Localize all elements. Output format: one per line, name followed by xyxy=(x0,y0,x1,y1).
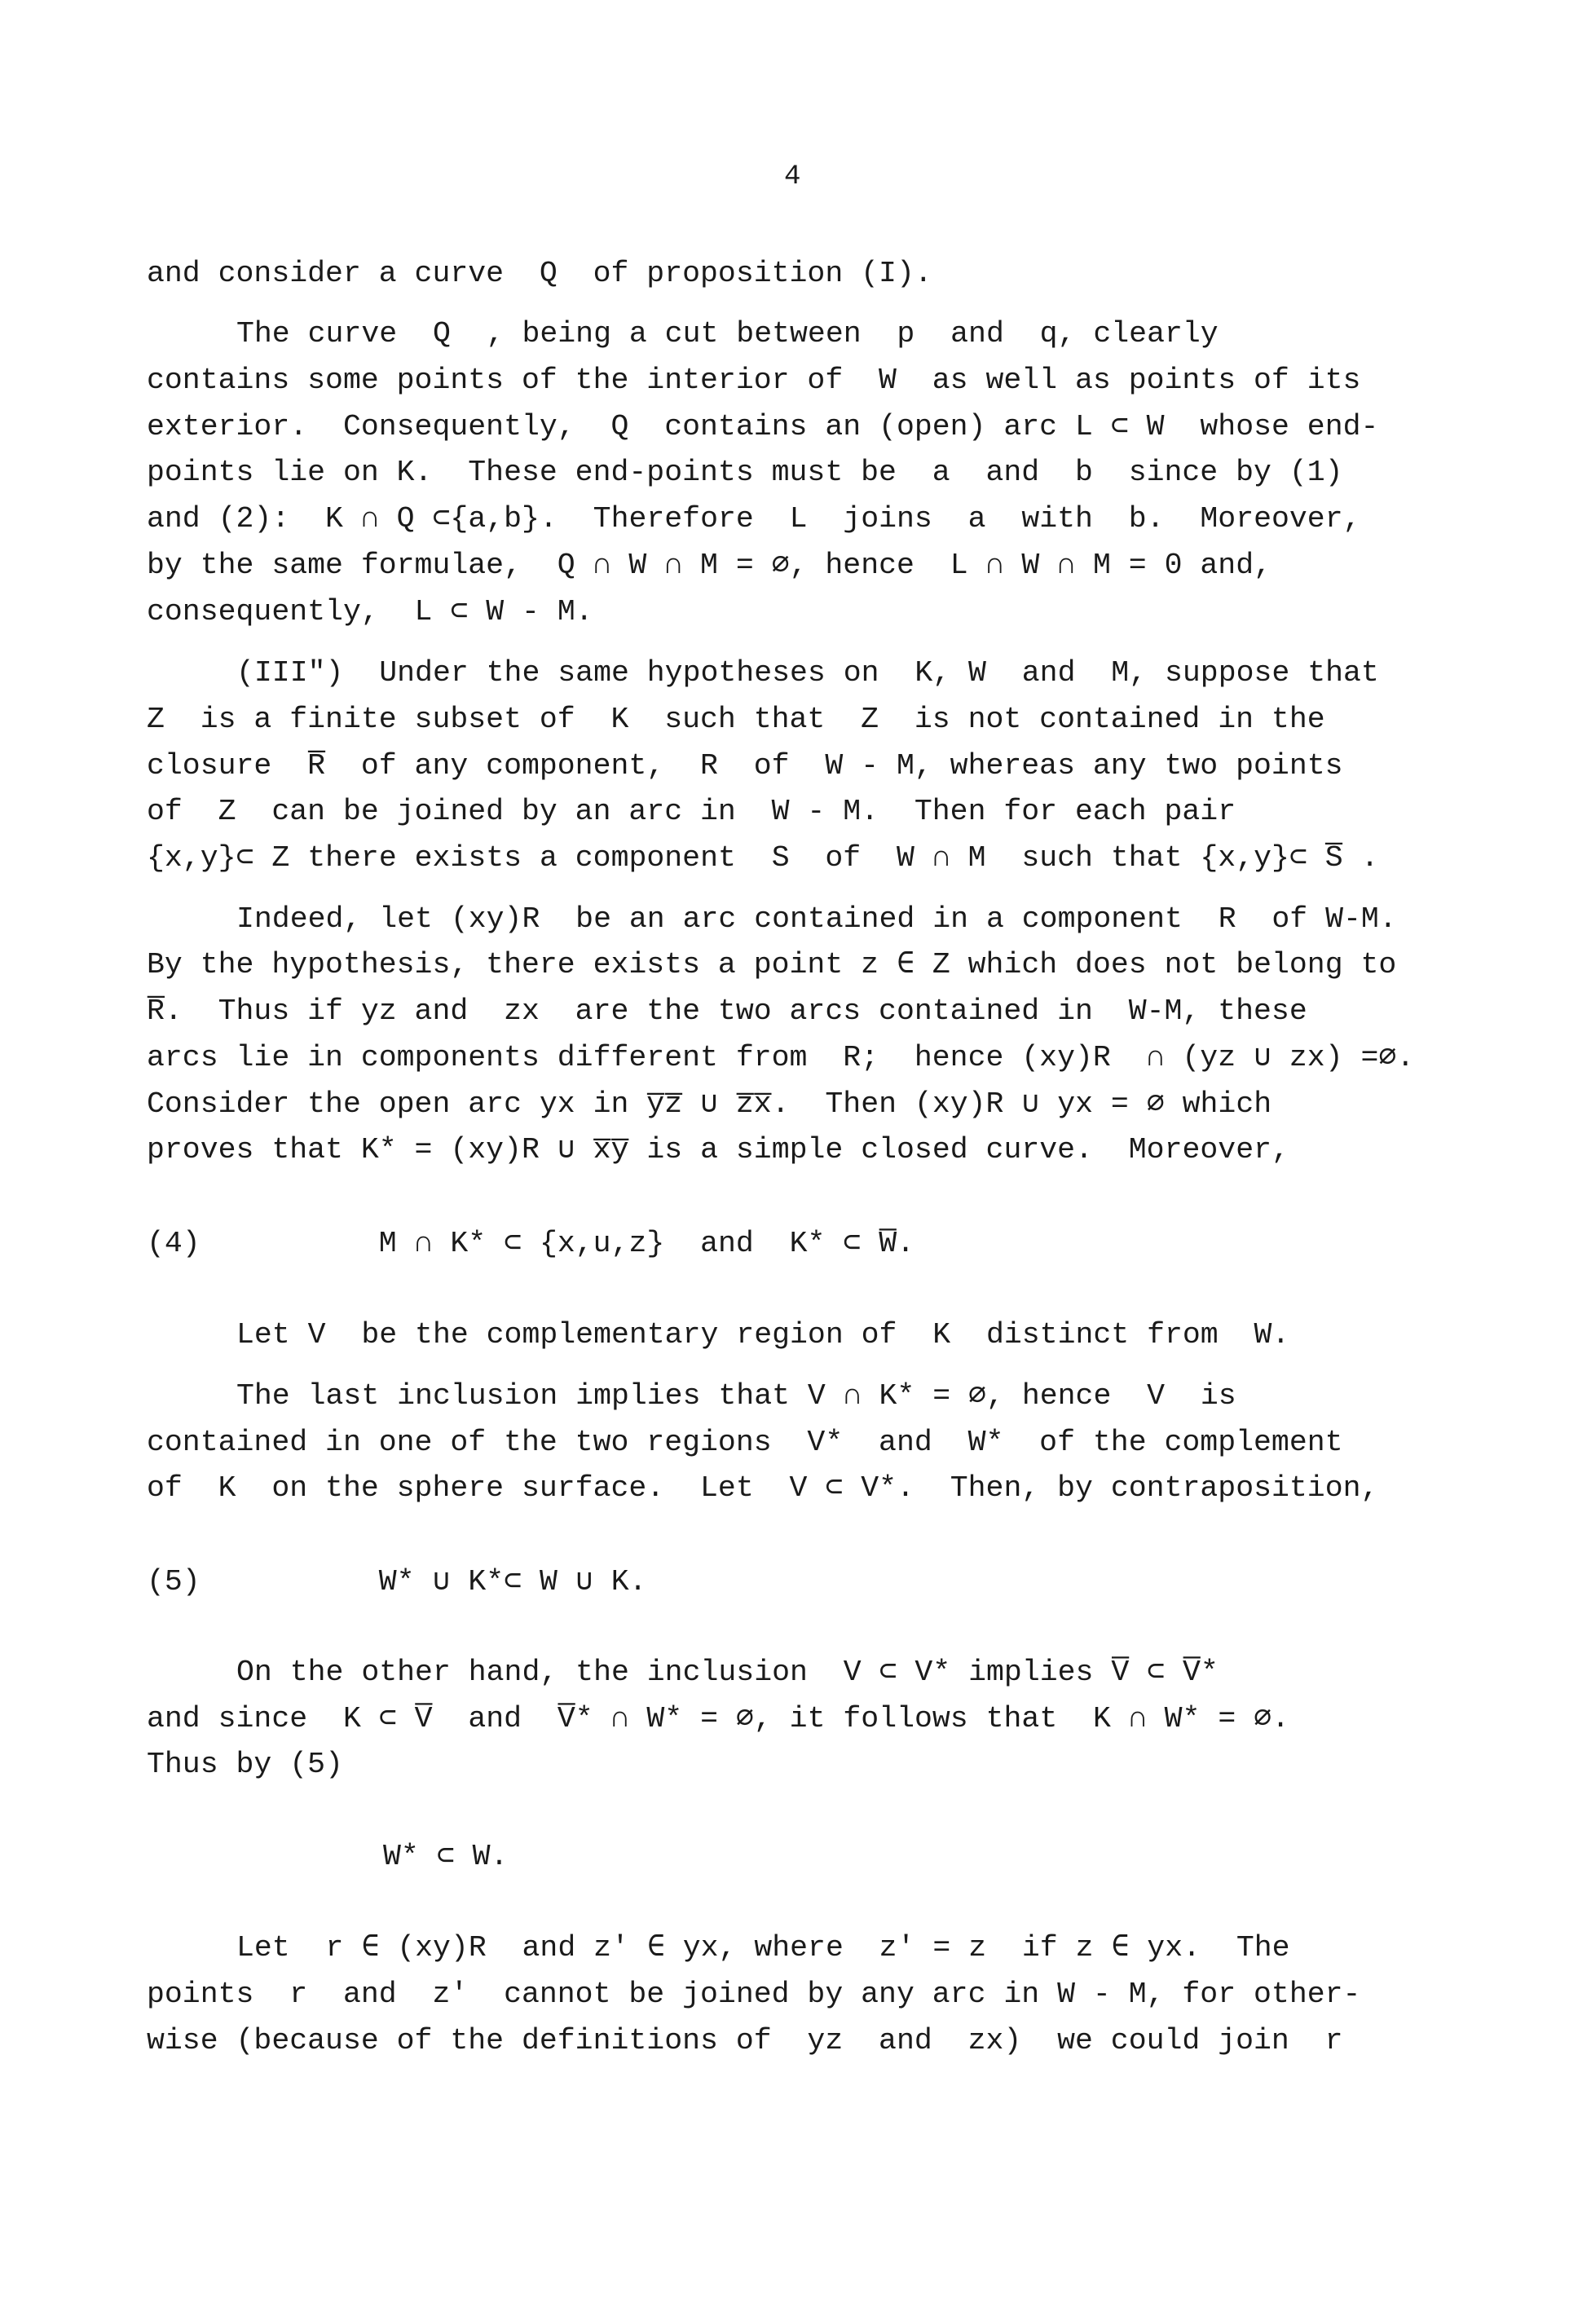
text-line: exterior. Consequently, Q contains an (open) arc L ⊂ W whose end- xyxy=(147,410,1379,443)
text-line: points r and z' cannot be joined by any arc in W - M, for other- xyxy=(147,1978,1361,2011)
text-line: R̅. Thus if yz and zx are the two arcs contained in W-M, these xyxy=(147,994,1307,1028)
text-line: Thus by (5) xyxy=(147,1748,343,1781)
text-line: of Z can be joined by an arc in W - M. Then for each pair xyxy=(147,795,1236,828)
text-line: points lie on K. These end-points must be a and b since by (1) xyxy=(147,456,1343,489)
text-line: closure R̅ of any component, R of W - M, whereas any two points xyxy=(147,749,1343,783)
text-line: On the other hand, the inclusion V ⊂ V* implies V̅ ⊂ V̅* xyxy=(236,1656,1219,1689)
text-line: of K on the sphere surface. Let V ⊂ V*. Then, by contraposition, xyxy=(147,1471,1379,1505)
text-line: Consider the open arc yx in y̅z̅ ∪ z̅x̅. Then (xy)R ∪ yx = ∅ which xyxy=(147,1087,1272,1121)
text-line: wise (because of the definitions of yz and zx) we could join r xyxy=(147,2024,1343,2057)
text-line: {x,y}⊂ Z there exists a component S of W ∩ M such that {x,y}⊂ S̅ . xyxy=(147,841,1379,875)
text-line: The curve Q , being a cut between p and q, clearly xyxy=(236,317,1219,351)
text-line: Let V be the complementary region of K distinct from W. xyxy=(236,1318,1290,1352)
text-line: and since K ⊂ V̅ and V̅* ∩ W* = ∅, it follows that K ∩ W* = ∅. xyxy=(147,1702,1290,1735)
equation-4: (4) M ∩ K* ⊂ {x,u,z} and K* ⊂ W̅. xyxy=(147,1227,914,1260)
text-line: arcs lie in components different from R; hence (xy)R ∩ (yz ∪ zx) =∅. xyxy=(147,1041,1415,1074)
text-line: Indeed, let (xy)R be an arc contained in a component R of W-M. xyxy=(236,902,1397,936)
text-line: consequently, L ⊂ W - M. xyxy=(147,595,593,628)
page-number: 4 xyxy=(784,161,801,192)
text-line: and consider a curve Q of proposition (I). xyxy=(147,257,932,290)
text-line: contains some points of the interior of W as well as points of its xyxy=(147,364,1361,397)
text-line: contained in one of the two regions V* and W* of the complement xyxy=(147,1426,1343,1459)
text-line: and (2): K ∩ Q ⊂{a,b}. Therefore L joins a with b. Moreover, xyxy=(147,502,1361,536)
text-line: proves that K* = (xy)R ∪ x̅y̅ is a simple closed curve. Moreover, xyxy=(147,1133,1289,1166)
text-line: The last inclusion implies that V ∩ K* = ∅, hence V is xyxy=(236,1379,1236,1413)
text-line: Z is a finite subset of K such that Z is not contained in the xyxy=(147,703,1325,736)
text-line: By the hypothesis, there exists a point z ∈ Z which does not belong to xyxy=(147,948,1397,981)
text-line: Let r ∈ (xy)R and z' ∈ yx, where z' = z if z ∈ yx. The xyxy=(236,1931,1290,1965)
display-inclusion: W* ⊂ W. xyxy=(383,1840,509,1873)
text-line: by the same formulae, Q ∩ W ∩ M = ∅, hence L ∩ W ∩ M = 0 and, xyxy=(147,549,1271,582)
text-line: (III") Under the same hypotheses on K, W and M, suppose that xyxy=(236,656,1379,690)
equation-5: (5) W* ∪ K*⊂ W ∪ K. xyxy=(147,1565,647,1599)
